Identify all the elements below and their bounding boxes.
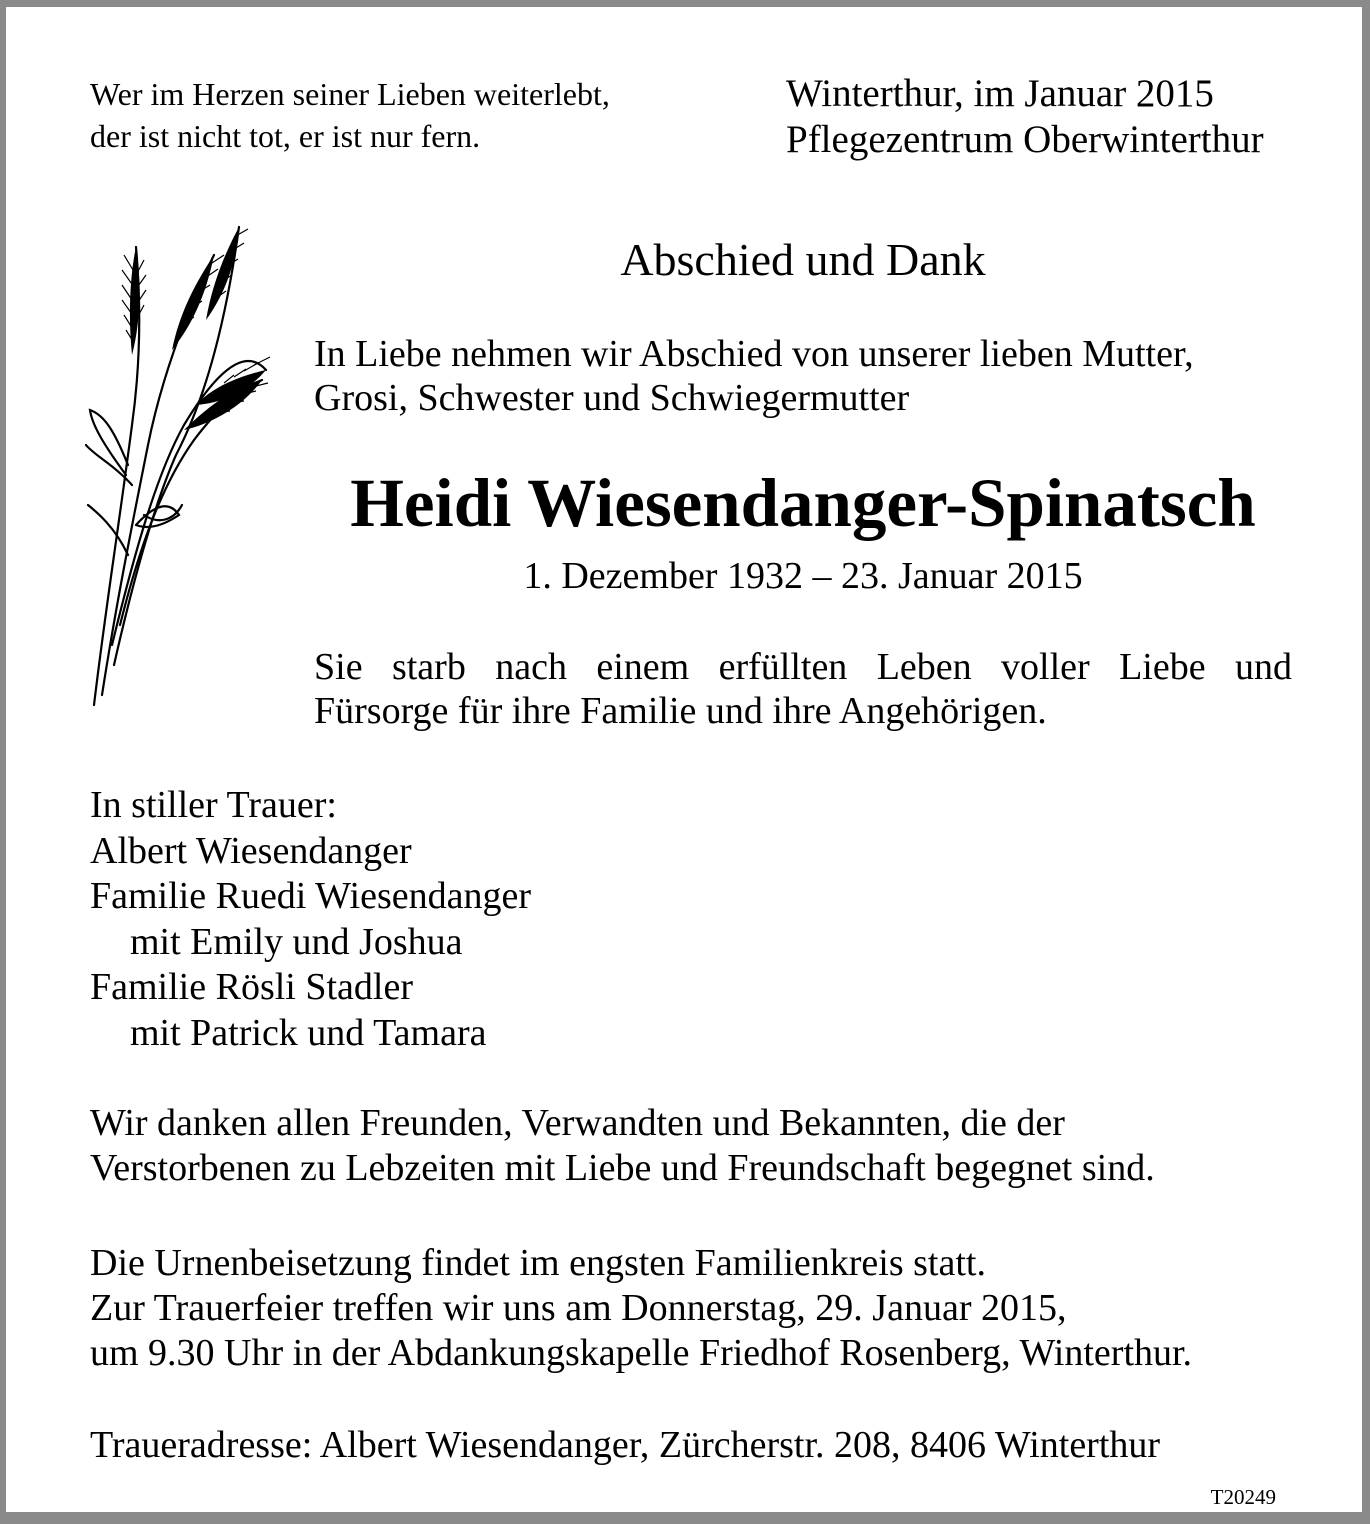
biography-line-1: Sie starb nach einem erfüllten Leben voller Liebe und [314, 646, 1292, 688]
ceremony-line-3: um 9.30 Uhr in der Abdankungskapelle Friedhof Rosenberg, Winterthur. [90, 1332, 1193, 1374]
mourner-entry: Familie Rösli Stadler [90, 966, 413, 1009]
ceremony-line-1: Die Urnenbeisetzung findet im engsten Familienkreis statt. [90, 1242, 986, 1284]
mourner-entry: Familie Ruedi Wiesendanger [90, 875, 531, 918]
mourning-address: Traueradresse: Albert Wiesendanger, Zürcherstr. 208, 8406 Winterthur [90, 1424, 1161, 1466]
biography-line-2: Fürsorge für ihre Familie und ihre Angehörigen. [314, 690, 1047, 732]
mourner-entry-children: mit Emily und Joshua [130, 920, 463, 963]
wheat-ears-icon [84, 225, 274, 715]
reference-code: T20249 [1210, 1485, 1276, 1509]
intro-line-2: Grosi, Schwester und Schwiegermutter [314, 377, 910, 419]
biography-text [314, 645, 1292, 733]
mourner-entry: Albert Wiesendanger [90, 829, 412, 872]
intro-line-1: In Liebe nehmen wir Abschied von unserer lieben Mutter, [314, 333, 1194, 375]
ceremony-line-2: Zur Trauerfeier treffen wir uns am Donnerstag, 29. Januar 2015, [90, 1287, 1067, 1329]
mourner-entry-children: mit Patrick und Tamara [130, 1011, 487, 1054]
notice-heading: Abschied und Dank [620, 234, 986, 285]
deceased-name: Heidi Wiesendanger-Spinatsch [350, 465, 1256, 541]
motto-quote [90, 73, 610, 157]
thanks-line-1: Wir danken allen Freunden, Verwandten und Bekannten, die der [90, 1102, 1065, 1144]
place-and-date [786, 71, 1264, 163]
ceremony-text [90, 1241, 1192, 1376]
place-date-line-1: Winterthur, im Januar 2015 [786, 72, 1214, 115]
intro-text [314, 332, 1194, 420]
thanks-line-2: Verstorbenen zu Lebzeiten mit Liebe und Freundschaft begegnet sind. [90, 1147, 1155, 1189]
mourners-intro: In stiller Trauer: [90, 784, 337, 826]
place-date-line-2: Pflegezentrum Oberwinterthur [786, 118, 1264, 161]
motto-line-2: der ist nicht tot, er ist nur fern. [90, 118, 481, 154]
motto-line-1: Wer im Herzen seiner Lieben weiterlebt, [90, 76, 610, 112]
life-dates: 1. Dezember 1932 – 23. Januar 2015 [523, 555, 1083, 597]
mourners-list [90, 783, 531, 1057]
thanks-text [90, 1101, 1155, 1191]
